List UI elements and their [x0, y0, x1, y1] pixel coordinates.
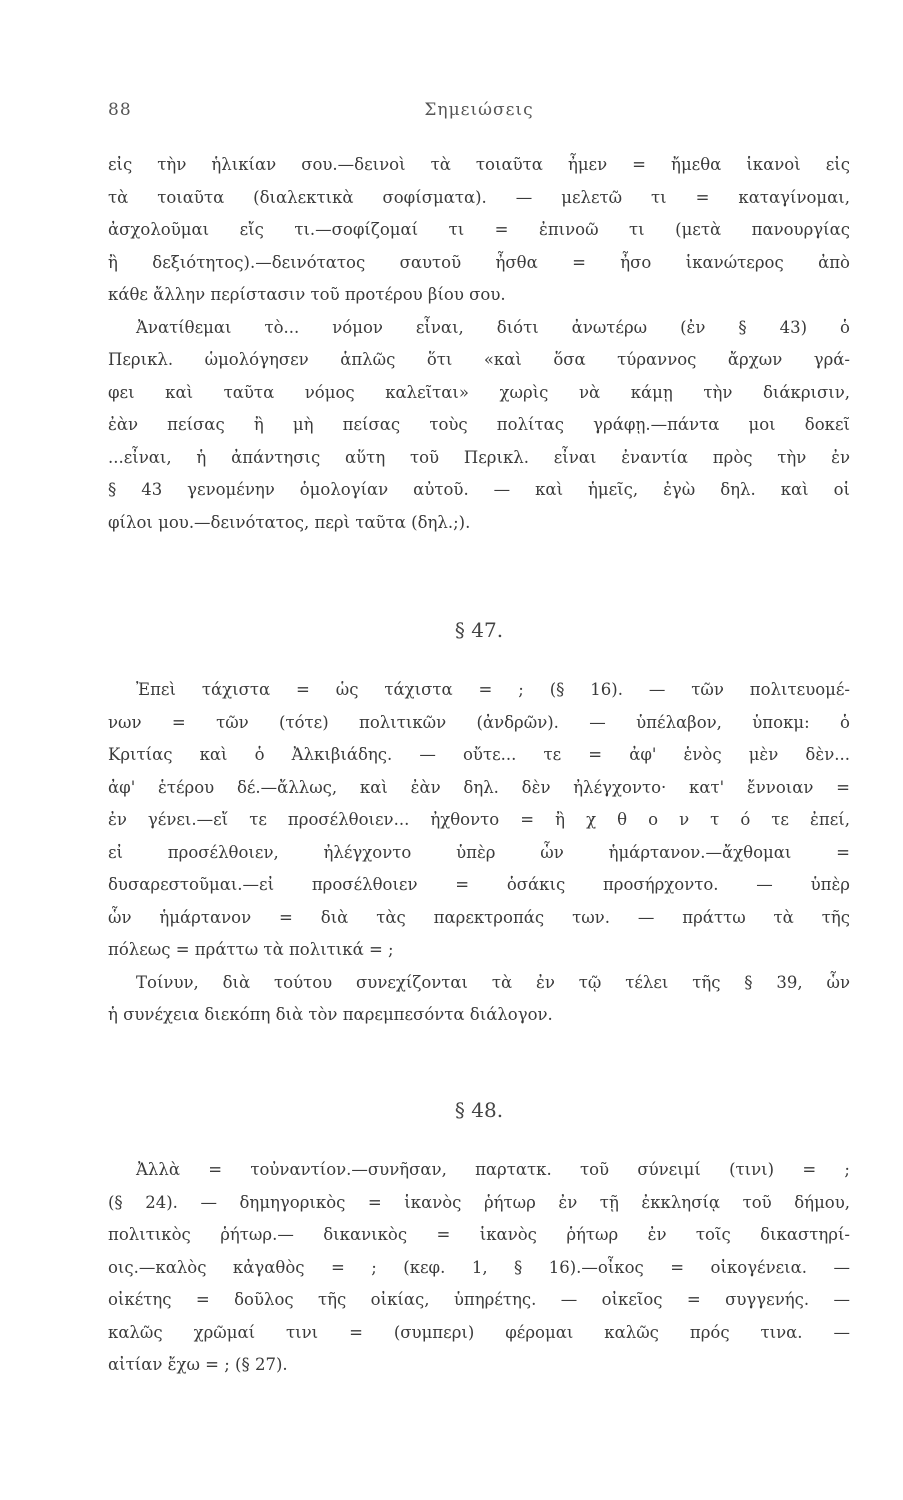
- text-line: ἢ δεξιότητος).—δεινότατος σαυτοῦ ἦσθα = ἦσο ἱκανώτερος ἀπὸ: [108, 252, 850, 272]
- text-line: οις.—καλὸς κἀγαθὸς = ; (κεφ. 1, § 16).—οἶκος = οἰκογένεια. —: [108, 1257, 850, 1277]
- text-line: τὰ τοιαῦτα (διαλεκτικὰ σοφίσματα). — μελετῶ τι = καταγίνομαι,: [108, 187, 850, 207]
- text-line: Κριτίας καὶ ὁ Ἀλκιβιάδης. — οὔτε... τε = ἀφ' ἑνὸς μὲν δὲν...: [108, 745, 850, 764]
- text-line: πόλεως = πράττω τὰ πολιτικά = ;: [108, 940, 394, 959]
- text-line: καλῶς χρῶμαί τινι = (συμπερι) φέρομαι καλῶς πρός τινα. —: [108, 1322, 850, 1342]
- text-line: Περικλ. ὡμολόγησεν ἁπλῶς ὅτι «καὶ ὅσα τύραννος ἄρχων γρά-: [108, 350, 850, 369]
- text-line: εἰς τὴν ἡλικίαν σου.—δεινοὶ τὰ τοιαῦτα ἦμεν = ἤμεθα ἱκανοὶ εἰς: [108, 155, 850, 174]
- text-line: ὧν ἡμάρτανον = διὰ τὰς παρεκτροπάς των. — πράττω τὰ τῆς: [108, 907, 850, 927]
- text-line: ...εἶναι, ἡ ἀπάντησις αὕτη τοῦ Περικλ. εἶναι ἐναντία πρὸς τὴν ἐν: [108, 447, 850, 467]
- text-line: ἐὰν πείσας ἢ μὴ πείσας τοὺς πολίτας γράφῃ.—πάντα μοι δοκεῖ: [108, 415, 850, 434]
- text-line: Ἀνατίθεμαι τὸ... νόμον εἶναι, διότι ἀνωτέρω (ἐν § 43) ὁ: [136, 317, 850, 337]
- page-header: [108, 100, 850, 130]
- text-line: § 43 γενομένην ὁμολογίαν αὐτοῦ. — καὶ ἡμεῖς, ἐγὼ δηλ. καὶ οἱ: [108, 480, 850, 499]
- text-line: δυσαρεστοῦμαι.—εἰ προσέλθοιεν = ὁσάκις προσήρχοντο. — ὑπὲρ: [108, 875, 850, 894]
- notes-paragraph-1: [108, 149, 850, 539]
- text-line: (§ 24). — δημηγορικὸς = ἱκανὸς ῥήτωρ ἐν τῇ ἐκκλησίᾳ τοῦ δήμου,: [108, 1192, 850, 1212]
- text-line: νων = τῶν (τότε) πολιτικῶν (ἀνδρῶν). — ὑπέλαβον, ὑποκμ: ὁ: [108, 712, 850, 732]
- section-heading-48: § 48.: [454, 1098, 504, 1122]
- text-line: ἡ συνέχεια διεκόπη διὰ τὸν παρεμπεσόντα διάλογον.: [108, 1005, 553, 1024]
- notes-section-48: [108, 1154, 850, 1382]
- notes-section-47: [108, 674, 850, 1032]
- page-number: 88: [108, 100, 132, 120]
- text-line: Ἐπεὶ τάχιστα = ὡς τάχιστα = ; (§ 16). — τῶν πολιτευομέ-: [136, 680, 850, 699]
- text-line: εἰ προσέλθοιεν, ἠλέγχοντο ὑπὲρ ὧν ἡμάρτανον.—ἄχθομαι =: [108, 842, 850, 862]
- text-line: πολιτικὸς ῥήτωρ.— δικανικὸς = ἱκανὸς ῥήτωρ ἐν τοῖς δικαστηρί-: [108, 1225, 850, 1244]
- text-line: Τοίνυν, διὰ τούτου συνεχίζονται τὰ ἐν τῷ τέλει τῆς § 39, ὧν: [136, 972, 850, 992]
- text-line: φίλοι μου.—δεινότατος, περὶ ταῦτα (δηλ.;).: [108, 512, 471, 532]
- text-line: ἀφ' ἑτέρου δέ.—ἄλλως, καὶ ἐὰν δηλ. δὲν ἠλέγχοντο· κατ' ἔννοιαν =: [108, 777, 850, 797]
- text-line: οἰκέτης = δοῦλος τῆς οἰκίας, ὑπηρέτης. — οἰκεῖος = συγγενής. —: [108, 1290, 850, 1309]
- text-line: φει καὶ ταῦτα νόμος καλεῖται» χωρὶς νὰ κάμῃ τὴν διάκρισιν,: [108, 382, 850, 402]
- text-line: ἐν γένει.—εἴ τε προσέλθοιεν... ἠχθοντο = ἢ χ θ ο ν τ ό τε ἐπεί,: [108, 810, 850, 829]
- running-title: Σημειώσεις: [424, 100, 534, 120]
- text-line: αἰτίαν ἔχω = ; (§ 27).: [108, 1355, 288, 1374]
- text-line: ἀσχολοῦμαι εἴς τι.—σοφίζομαί τι = ἐπινοῶ τι (μετὰ πανουργίας: [108, 220, 850, 239]
- text-line: Ἀλλὰ = τοὐναντίον.—συνῆσαν, παρτατκ. τοῦ σύνειμί (τινι) = ;: [136, 1160, 850, 1179]
- text-line: κάθε ἄλλην περίστασιν τοῦ προτέρου βίου σου.: [108, 285, 506, 304]
- section-heading-47: § 47.: [454, 618, 504, 642]
